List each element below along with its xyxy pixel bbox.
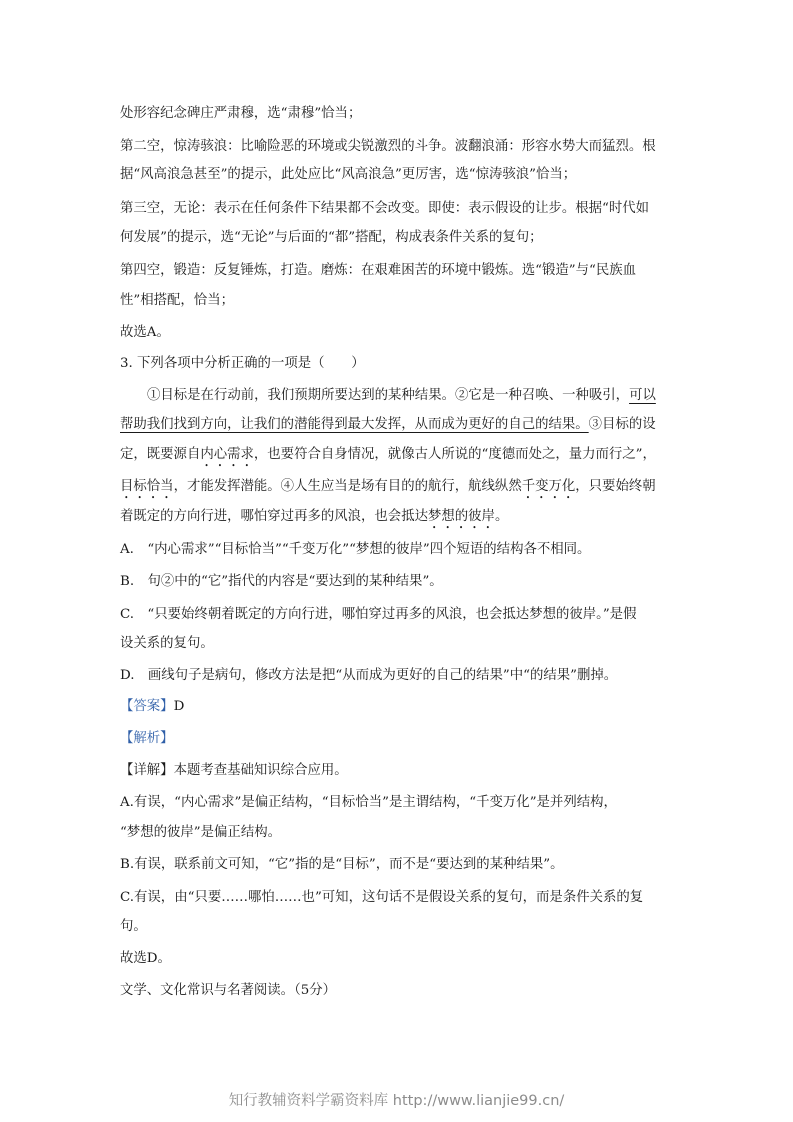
underlined-text: 可以 <box>629 388 656 403</box>
detail-intro: 本题考查基础知识综合应用。 <box>173 763 348 778</box>
dotted-phrase: 内心需求 <box>200 447 254 462</box>
passage-text: ③目标的设 <box>588 417 656 432</box>
analysis-tag: 【解析】 <box>120 731 174 746</box>
detail-line: C.有误，由“只要……哪怕……也”可知，这句话不是假设关系的复句，而是条件关系的复 <box>120 890 644 905</box>
passage-line <box>120 478 656 502</box>
detail-line: B.有误，联系前文可知，“它”指的是“目标”，而不是“要达到的某种结果”。 <box>120 857 564 872</box>
text-line: 故选A。 <box>120 325 170 340</box>
text-line: 性”相搭配，恰当； <box>120 293 234 308</box>
passage-line <box>120 508 508 532</box>
detail-conclusion: 故选D。 <box>120 951 171 966</box>
passage-text: ，只要始终朝 <box>575 479 656 494</box>
detail-line: “梦想的彼岸”是偏正结构。 <box>120 825 281 840</box>
option-d: D. 画线句子是病句，修改方法是把“从而成为更好的自己的结果”中“的结果”删掉。 <box>120 668 618 683</box>
detail-line <box>120 762 348 780</box>
dotted-phrase: 梦想的彼岸 <box>427 509 495 524</box>
option-c: 设关系的复句。 <box>120 636 214 651</box>
passage-text: ，才能发挥潜能。④人生应当是场有目的的航行，航线纵然 <box>173 479 522 494</box>
passage-text: 。 <box>494 509 509 524</box>
option-c: C. “只要始终朝着既定的方向行进，哪怕穿过再多的风浪，也会抵达梦想的彼岸。”是假 <box>120 607 637 622</box>
detail-tag: 【详解】 <box>120 763 174 778</box>
dotted-phrase: 目标恰当 <box>120 479 174 494</box>
text-line: 何发展”的提示，选“无论”与后面的“都”搭配，构成表条件关系的复句； <box>120 230 543 245</box>
dotted-phrase: 千变万化 <box>521 479 576 494</box>
underlined-text: 帮助我们找到方向，让我们的潜能得到最大发挥，从而成为更好的自己的结果。 <box>120 417 589 432</box>
answer-tag: 【答案】 <box>120 699 174 714</box>
option-b: B. 句②中的“它”指代的内容是“要达到的某种结果”。 <box>120 574 443 589</box>
question-stem: 3. 下列各项中分析正确的一项是（ ） <box>120 356 365 371</box>
footer-watermark: 知行教辅资料学霸资料库 http://www.lianjie99.cn/ <box>228 1093 565 1109</box>
passage-text: 定，既要源自 <box>120 447 201 462</box>
passage-line <box>120 416 656 434</box>
text-line: 第三空，无论：表示在任何条件下结果都不会改变。即使：表示假设的让步。根据“时代如 <box>120 201 650 216</box>
detail-line: A.有误，“内心需求”是偏正结构，“目标恰当”是主谓结构，“千变万化”是并列结构， <box>120 795 617 810</box>
option-a: A. “内心需求”“目标恰当”“千变万化”“梦想的彼岸”四个短语的结构各不相同。 <box>120 542 591 557</box>
answer-line <box>120 698 184 716</box>
passage-text: ①目标是在行动前，我们预期所要达到的某种结果。②它是一种召唤、一种吸引， <box>147 388 630 403</box>
text-line: 第四空，锻造：反复锤炼，打造。磨炼：在艰难困苦的环境中锻炼。选“锻造”与“民族血 <box>120 263 636 278</box>
answer-value: D <box>173 699 185 714</box>
passage-line <box>147 387 656 405</box>
passage-text: 着既定的方向行进，哪怕穿过再多的风浪，也会抵达 <box>120 509 428 524</box>
passage-line <box>120 446 656 470</box>
section-heading: 文学、文化常识与名著阅读。（5分） <box>120 983 337 998</box>
passage-text: ，也要符合自身情况，就像古人所说的“度德而处之，量力而行之”， <box>253 447 656 462</box>
text-line: 据“风高浪急甚至”的提示，此处应比“风高浪急”更厉害，选“惊涛骇浪”恰当； <box>120 167 577 182</box>
text-line: 第二空，惊涛骇浪：比喻险恶的环境或尖锐激烈的斗争。波翻浪涌：形容水势大而猛烈。根 <box>120 139 656 154</box>
detail-line: 句。 <box>120 919 147 934</box>
text-line: 处形容纪念碑庄严肃穆，选“肃穆”恰当； <box>120 106 362 121</box>
